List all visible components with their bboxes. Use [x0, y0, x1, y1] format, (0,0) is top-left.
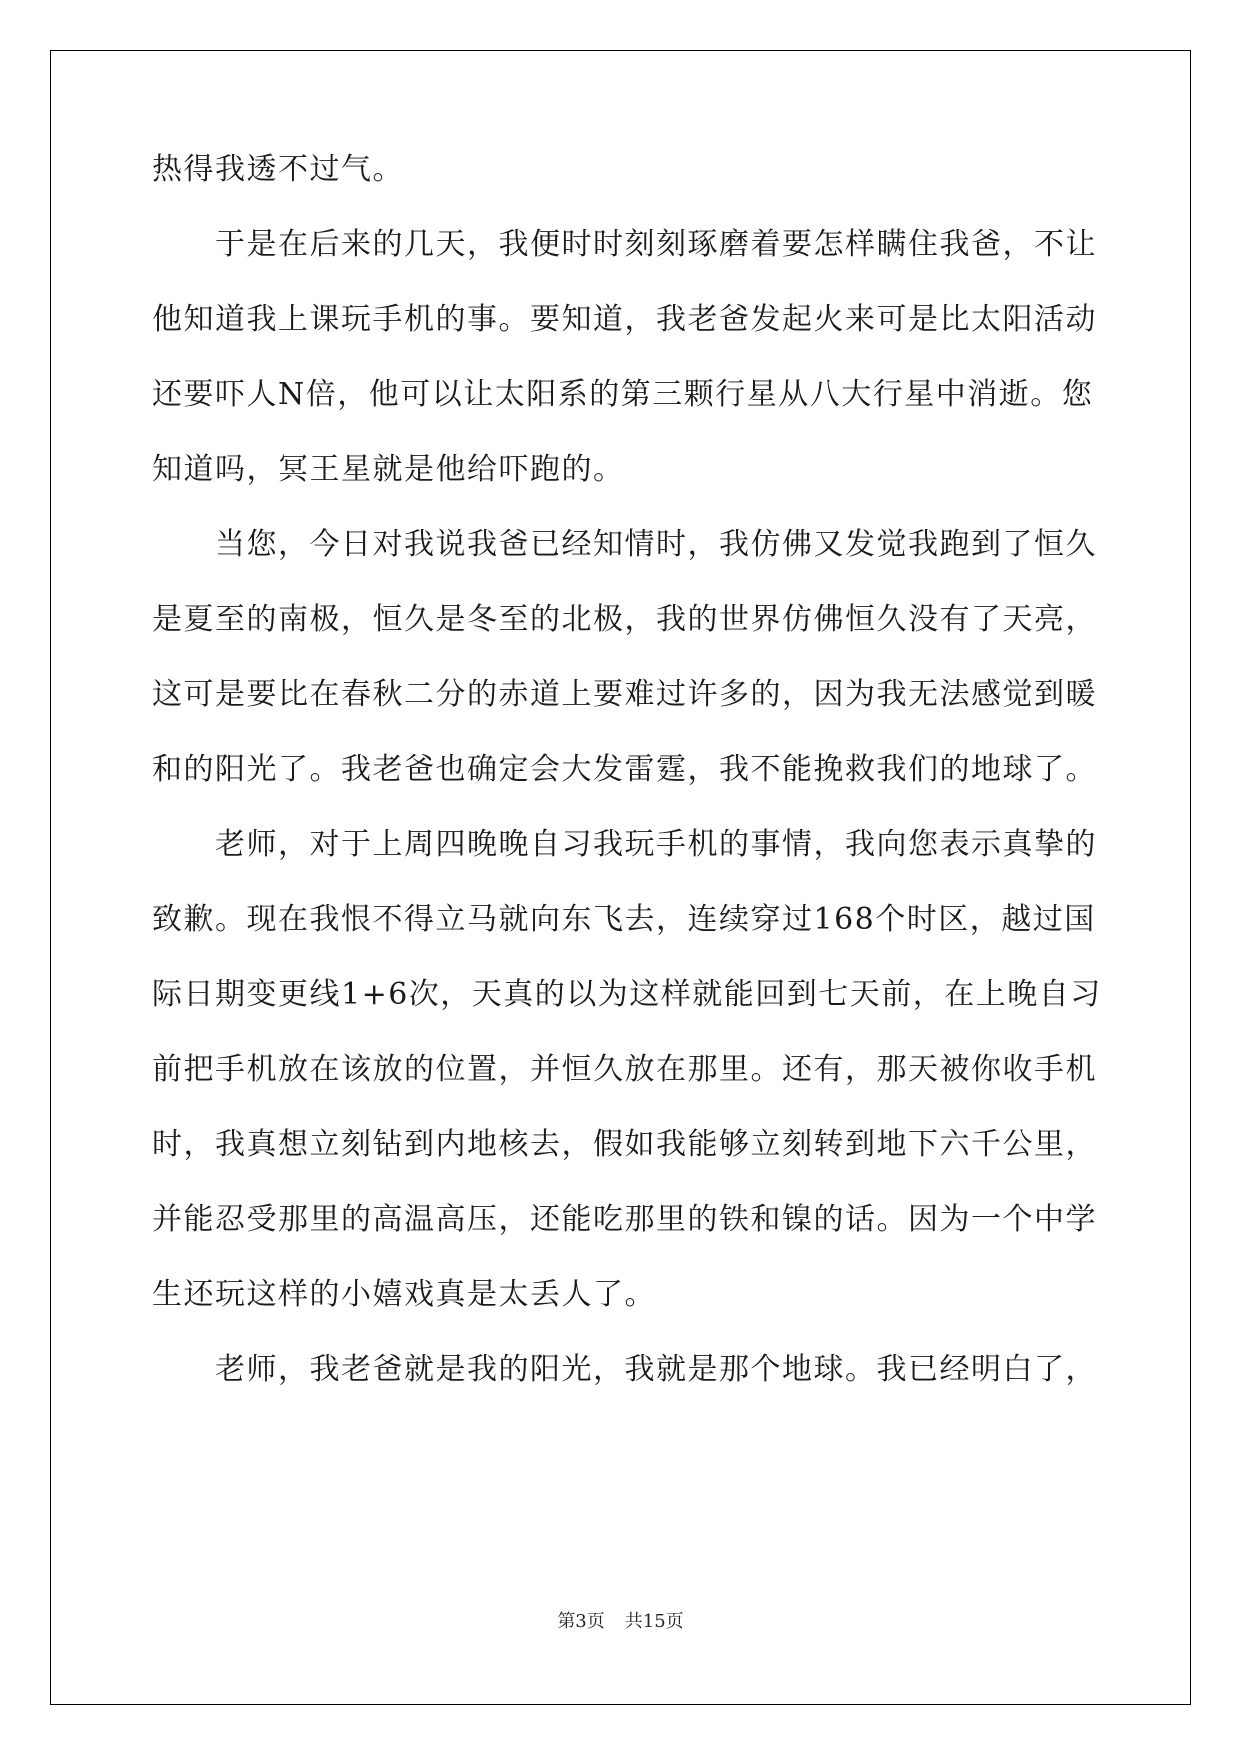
text-line: 并能忍受那里的高温高压，还能吃那里的铁和镍的话。因为一个中学	[152, 1202, 1097, 1237]
text-line: 致歉。现在我恨不得立马就向东飞去，连续穿过168个时区，越过国	[152, 902, 1096, 937]
page-number: 第3页	[557, 1611, 605, 1632]
text-line: 前把手机放在该放的位置，并恒久放在那里。还有，那天被你收手机	[152, 1052, 1097, 1087]
text-line: 际日期变更线1+6次，天真的以为这样就能回到七天前，在上晚自习	[152, 977, 1102, 1012]
text-line: 热得我透不过气。	[152, 152, 404, 187]
text-line: 老师，我老爸就是我的阳光，我就是那个地球。我已经明白了，	[152, 1352, 1097, 1387]
text-line: 这可是要比在春秋二分的赤道上要难过许多的，因为我无法感觉到暖	[152, 677, 1097, 712]
text-line: 和的阳光了。我老爸也确定会大发雷霆，我不能挽救我们的地球了。	[152, 752, 1097, 787]
page-total: 共15页	[624, 1611, 684, 1632]
text-line: 于是在后来的几天，我便时时刻刻琢磨着要怎样瞒住我爸，不让	[152, 227, 1097, 262]
page-footer	[0, 1610, 1241, 1634]
text-line: 他知道我上课玩手机的事。要知道，我老爸发起火来可是比太阳活动	[152, 302, 1097, 337]
text-line: 知道吗，冥王星就是他给吓跑的。	[152, 452, 625, 487]
text-line: 老师，对于上周四晚晚自习我玩手机的事情，我向您表示真挚的	[152, 827, 1097, 862]
text-line: 时，我真想立刻钻到内地核去，假如我能够立刻转到地下六千公里，	[152, 1127, 1097, 1162]
text-line: 是夏至的南极，恒久是冬至的北极，我的世界仿佛恒久没有了天亮，	[152, 602, 1097, 637]
page-frame	[50, 50, 1191, 1705]
text-line: 当您，今日对我说我爸已经知情时，我仿佛又发觉我跑到了恒久	[152, 527, 1097, 562]
text-line: 还要吓人N倍，他可以让太阳系的第三颗行星从八大行星中消逝。您	[152, 377, 1094, 412]
text-line: 生还玩这样的小嬉戏真是太丢人了。	[152, 1277, 656, 1312]
